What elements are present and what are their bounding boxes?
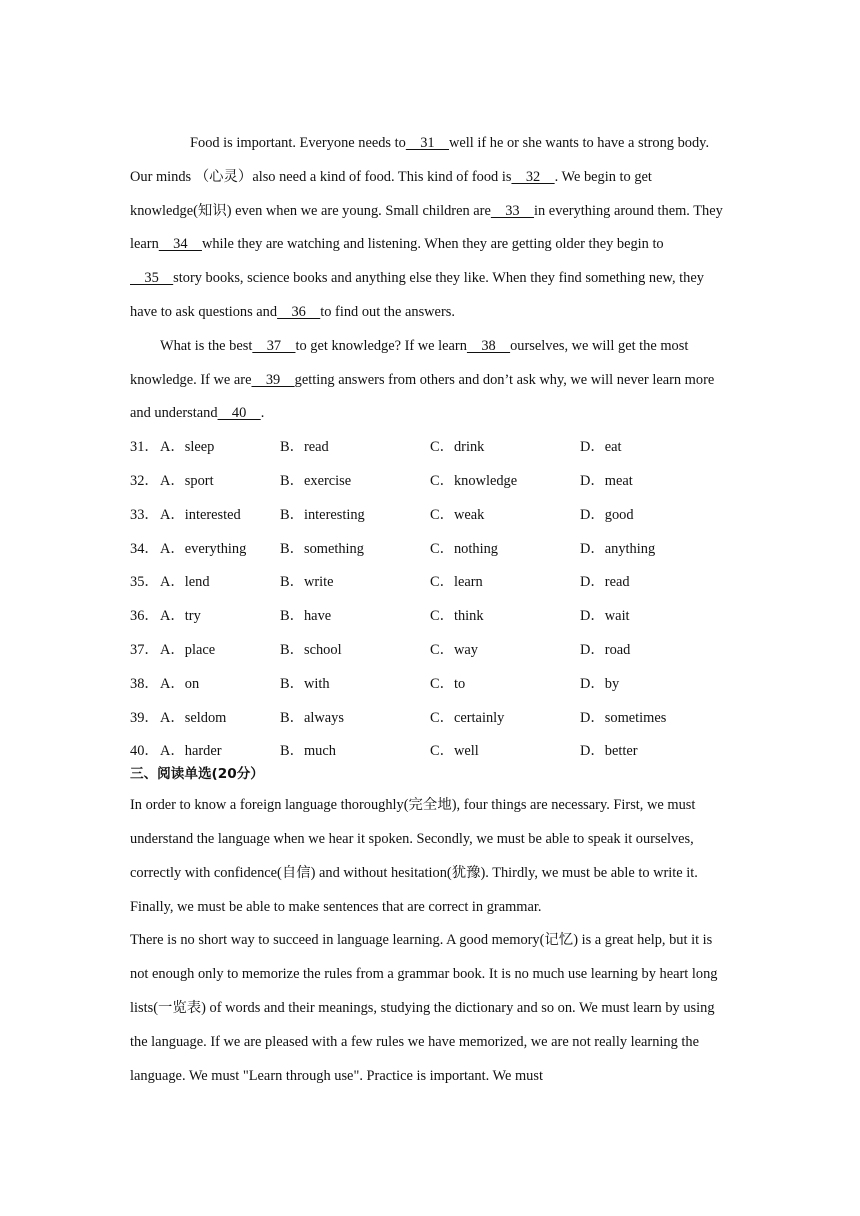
question-number: 38． <box>130 675 159 692</box>
cloze-text: while they are watching and listening. When they are getting older they begin to <box>201 236 664 253</box>
option-d: D．road <box>580 641 631 658</box>
option-a: A．sleep <box>160 439 215 456</box>
cloze-paragraph-1 <box>130 127 734 330</box>
option-d: D．read <box>580 574 630 591</box>
option-c: C．learn <box>430 574 483 591</box>
question-row <box>130 600 734 634</box>
option-d: D．wait <box>580 608 630 625</box>
blank-37: 37 <box>252 337 296 354</box>
option-c: C．drink <box>430 439 485 456</box>
option-d: D．eat <box>580 439 622 456</box>
question-row <box>130 634 734 668</box>
option-b: B．with <box>280 675 330 692</box>
option-a: A．place <box>160 641 216 658</box>
option-a: A．lend <box>160 574 210 591</box>
option-d: D．better <box>580 743 638 760</box>
cloze-text: well if he or she wants to have a strong body. Our minds （心灵）also need a kind of food. This kind of food is <box>130 135 710 185</box>
option-c: C．think <box>430 608 484 625</box>
question-row <box>130 499 734 533</box>
option-a: A．interested <box>160 506 241 523</box>
option-b: B．have <box>280 608 332 625</box>
option-c: C．certainly <box>430 709 505 726</box>
option-b: B．read <box>280 439 329 456</box>
option-c: C．way <box>430 641 478 658</box>
blank-33: 33 <box>490 202 535 219</box>
reading-paragraph-1: In order to know a foreign language thoroughly(完全地), four things are necessary. First, we must understand the language when we hear it spoken. Secondly, we must be able to speak it ourselves, correctly with confidence(自信) and without hesitation(犹豫). Thirdly, we must be able to write it. Finally, we must be able to make sentences that are correct in grammar. <box>130 797 698 915</box>
cloze-text: Food is important. Everyone needs to <box>190 135 406 151</box>
question-list <box>130 431 734 769</box>
option-b: B．always <box>280 709 344 726</box>
blank-32: 32 <box>511 168 555 185</box>
option-b: B．much <box>280 743 336 760</box>
cloze-text: to find out the answers. <box>320 303 455 320</box>
option-d: D．meat <box>580 472 633 489</box>
blank-35: 35 <box>130 270 174 287</box>
section-title: 三、阅读单选(20分） <box>130 766 264 783</box>
cloze-text: What is the best <box>160 337 253 354</box>
option-b: B．exercise <box>280 472 352 489</box>
option-a: A．on <box>160 675 200 692</box>
option-c: C．weak <box>430 506 485 523</box>
option-b: B．something <box>280 540 364 557</box>
question-number: 37． <box>130 641 159 658</box>
question-number: 31． <box>130 439 159 456</box>
question-row <box>130 431 734 465</box>
cloze-text: ourselves, we will get the most knowledge. If we are <box>130 337 689 388</box>
option-c: C．knowledge <box>430 472 518 489</box>
blank-31: 31 <box>405 135 449 151</box>
option-b: B．write <box>280 574 334 591</box>
blank-38: 38 <box>466 337 511 354</box>
cloze-text: story books, science books and anything else they like. When they find something new, they have to ask questions and <box>130 270 704 320</box>
option-a: A．try <box>160 608 201 625</box>
option-a: A．sport <box>160 472 214 489</box>
blank-39: 39 <box>251 371 295 388</box>
question-row <box>130 465 734 499</box>
question-number: 40． <box>130 743 159 760</box>
page-content <box>130 127 734 1093</box>
cloze-text: to get knowledge? If we learn <box>295 337 467 354</box>
cloze-text: . We begin to get knowledge(知识) even when we are young. Small children are <box>130 168 652 219</box>
cloze-text: getting answers from others and don’t ask why, we will never learn more and understand <box>130 371 715 422</box>
option-d: D．by <box>580 675 620 692</box>
cloze-text: . <box>260 405 265 422</box>
question-number: 33． <box>130 506 159 523</box>
option-d: D．good <box>580 506 634 523</box>
cloze-paragraph-2 <box>130 330 734 431</box>
question-number: 32． <box>130 472 159 489</box>
option-b: B．interesting <box>280 506 365 523</box>
question-number: 35． <box>130 574 159 591</box>
blank-40: 40 <box>217 405 261 422</box>
option-c: C．to <box>430 675 466 692</box>
blank-36: 36 <box>277 303 321 320</box>
option-a: A．seldom <box>160 709 227 726</box>
question-row <box>130 702 734 736</box>
option-c: C．well <box>430 743 479 760</box>
question-row <box>130 566 734 600</box>
question-number: 34． <box>130 540 159 557</box>
option-a: A．everything <box>160 540 247 557</box>
option-d: D．anything <box>580 540 656 557</box>
option-d: D．sometimes <box>580 709 667 726</box>
option-b: B．school <box>280 641 342 658</box>
question-number: 39． <box>130 709 159 726</box>
option-c: C．nothing <box>430 540 498 557</box>
blank-34: 34 <box>158 236 202 253</box>
question-number: 36． <box>130 608 159 625</box>
question-row <box>130 668 734 702</box>
reading-paragraph-2: There is no short way to succeed in language learning. A good memory(记忆) is a great help, but it is not enough only to memorize the rules from a grammar book. It is no much use learning by heart long lists(一览表) of words and their meanings, studying the dictionary and so on. We must learn by using the language. If we are pleased with a few rules we have memorized, we are not really learning the language. We must "Learn through use". Practice is important. We must <box>130 932 718 1084</box>
question-row <box>130 533 734 567</box>
cloze-text: in everything around them. They learn <box>130 202 723 253</box>
option-a: A．harder <box>160 743 222 760</box>
